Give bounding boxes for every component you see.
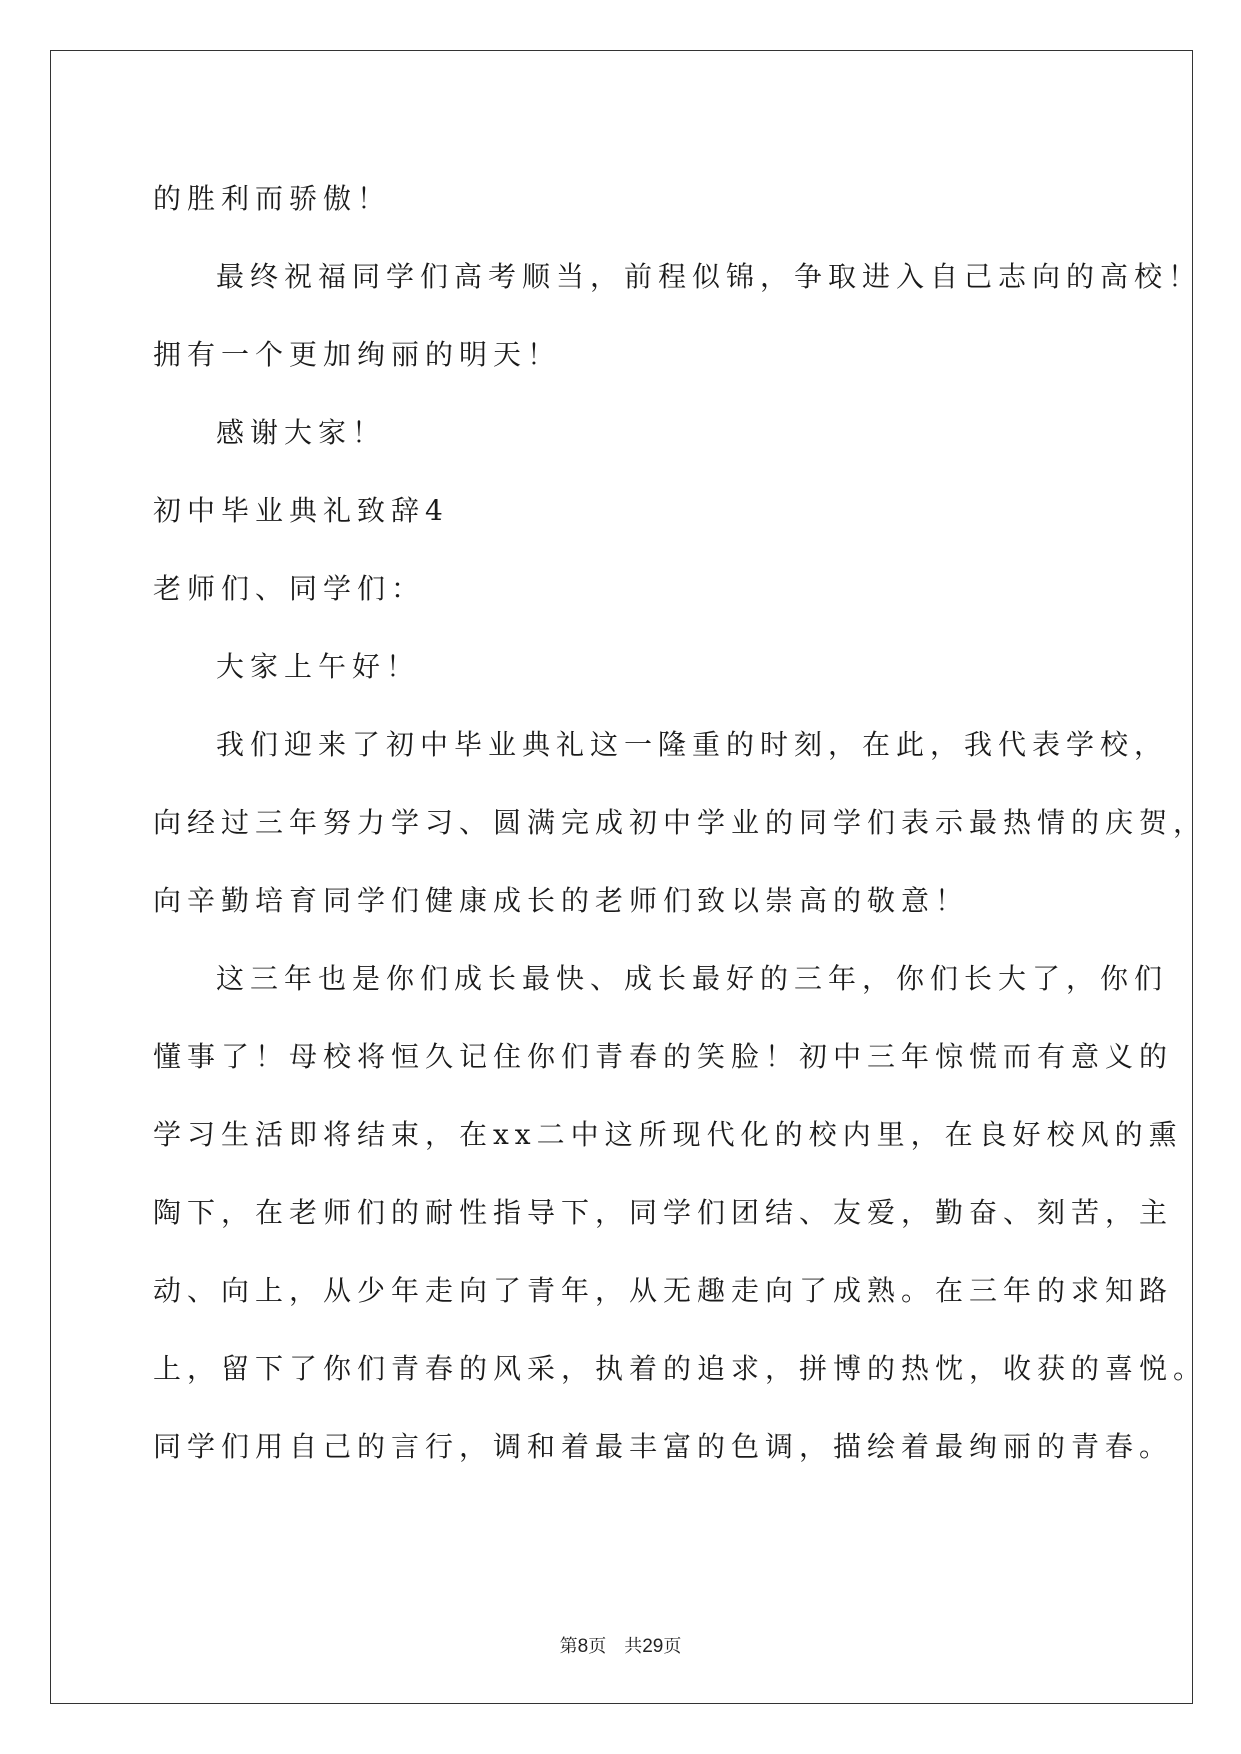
text-line-4: 感谢大家！ — [216, 416, 387, 449]
text-line-2: 最终祝福同学们高考顺当，前程似锦，争取进入自己志向的高校！ — [216, 260, 1203, 293]
total-prefix: 共 — [624, 1636, 643, 1657]
page-prefix: 第 — [559, 1636, 578, 1657]
salutation: 老师们、同学们： — [153, 572, 426, 605]
text-line-15: 动、向上，从少年走向了青年，从无趣走向了成熟。在三年的求知路 — [153, 1274, 1174, 1307]
section-heading: 初中毕业典礼致辞4 — [153, 494, 449, 527]
text-line-17: 同学们用自己的言行，调和着最丰富的色调，描绘着最绚丽的青春。 — [153, 1430, 1174, 1463]
document-body — [153, 160, 1208, 1486]
text-line-16: 上，留下了你们青春的风采，执着的追求，拼博的热忱，收获的喜悦。 — [153, 1352, 1208, 1385]
text-line-12: 懂事了！母校将恒久记住你们青春的笑脸！初中三年惊慌而有意义的 — [153, 1040, 1174, 1073]
page-footer — [0, 1632, 1241, 1658]
text-line-14: 陶下，在老师们的耐性指导下，同学们团结、友爱，勤奋、刻苦，主 — [153, 1196, 1174, 1229]
text-line-10: 向辛勤培育同学们健康成长的老师们致以崇高的敬意！ — [153, 884, 970, 917]
text-line-8: 我们迎来了初中毕业典礼这一隆重的时刻，在此，我代表学校， — [216, 728, 1169, 761]
text-line-9: 向经过三年努力学习、圆满完成初中学业的同学们表示最热情的庆贺， — [153, 806, 1208, 839]
text-line-1: 的胜利而骄傲！ — [153, 182, 392, 215]
total-pages: 29 — [642, 1636, 664, 1657]
text-line-11: 这三年也是你们成长最快、成长最好的三年，你们长大了，你们 — [216, 962, 1169, 995]
page-suffix: 页 — [588, 1636, 607, 1657]
text-line-3: 拥有一个更加绚丽的明天！ — [153, 338, 562, 371]
page-number: 8 — [577, 1636, 589, 1657]
greeting: 大家上午好！ — [216, 650, 421, 683]
text-line-13: 学习生活即将结束，在xx二中这所现代化的校内里，在良好校风的熏 — [153, 1118, 1183, 1151]
total-suffix: 页 — [663, 1636, 682, 1657]
